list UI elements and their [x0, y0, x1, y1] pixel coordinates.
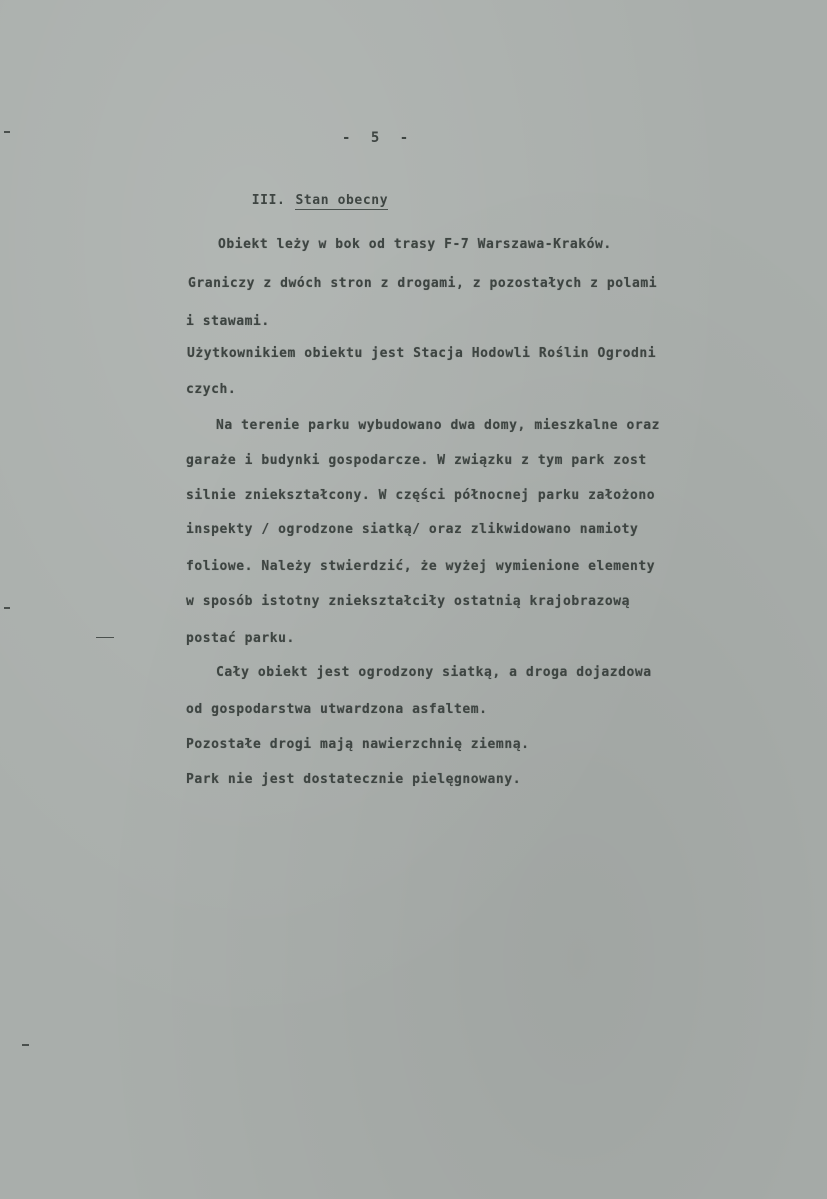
text-line: Cały obiekt jest ogrodzony siatką, a droga dojazdowa — [216, 665, 652, 680]
section-title: Stan obecny — [295, 193, 389, 208]
text-line: inspekty / ogrodzone siatką/ oraz zlikwidowano namioty — [186, 522, 639, 537]
text-line: postać parku. — [186, 631, 295, 646]
text-line: i stawami. — [186, 314, 270, 329]
text-line: Pozostałe drogi mają nawierzchnię ziemną. — [186, 737, 530, 752]
page-number: - 5 - — [342, 130, 415, 146]
margin-mark — [22, 1044, 29, 1046]
text-line: garaże i budynki gospodarcze. W związku z tym park zost — [186, 453, 647, 468]
text-line: Park nie jest dostatecznie pielęgnowany. — [186, 772, 522, 787]
text-line: w sposób istotny zniekształciły ostatnią krajobrazową — [186, 594, 630, 609]
text-line: od gospodarstwa utwardzona asfaltem. — [186, 702, 488, 717]
text-line: czych. — [186, 382, 237, 397]
text-line: Użytkownikiem obiektu jest Stacja Hodowli Roślin Ogrodni — [187, 346, 657, 361]
section-heading — [218, 178, 388, 223]
text-line: foliowe. Należy stwierdzić, że wyżej wymienione elementy — [186, 559, 656, 574]
margin-mark — [4, 131, 10, 133]
section-number: III. — [251, 193, 286, 208]
margin-mark — [96, 637, 114, 638]
text-line: Na terenie parku wybudowano dwa domy, mieszkalne oraz — [216, 418, 660, 433]
text-line: Obiekt leży w bok od trasy F-7 Warszawa-Kraków. — [218, 237, 612, 252]
text-line: Graniczy z dwóch stron z drogami, z pozostałych z polami — [188, 276, 658, 291]
text-line: silnie zniekształcony. W części północnej parku założono — [186, 488, 656, 503]
margin-mark — [4, 607, 10, 609]
